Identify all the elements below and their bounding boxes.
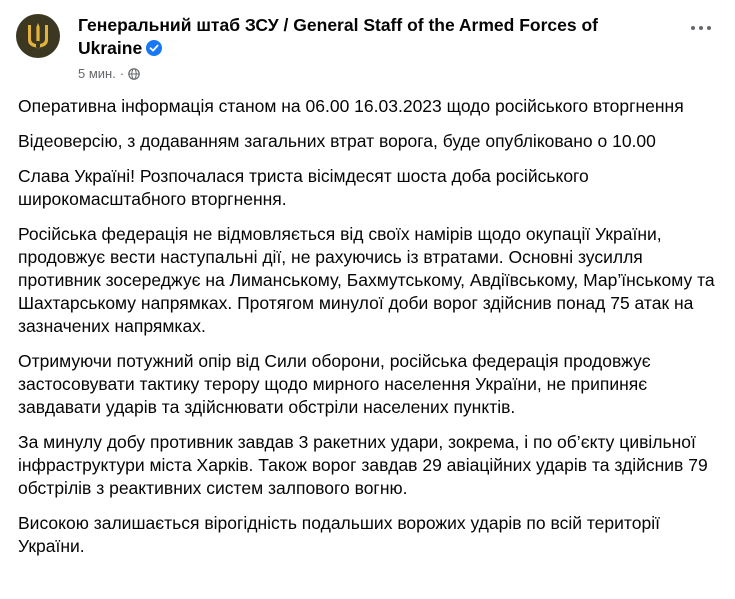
verified-badge-icon [146, 40, 162, 56]
post-meta [78, 66, 140, 81]
page-avatar[interactable] [16, 14, 60, 58]
post-body [18, 95, 723, 570]
post-paragraph: Оперативна інформація станом на 06.00 16.03.2023 щодо російського вторгнення [18, 96, 684, 116]
post-header [16, 12, 719, 86]
post-timestamp[interactable]: 5 мин. [78, 66, 116, 81]
dot-icon [707, 26, 711, 30]
post-paragraph: За минулу добу противник завдав 3 ракетних удари, зокрема, і по об’єкту цивільної інфраструктури міста Харків. Також ворог завдав 29 авіаційних ударів та здійснив 79 обстрілів з реактивних систем залпового вогню. [18, 432, 708, 498]
post-paragraph: Відеоверсію, з додаванням загальних втрат ворога, буде опубліковано о 10.00 [18, 131, 656, 151]
separator-dot: · [119, 66, 125, 81]
page-name-link[interactable] [78, 14, 638, 60]
post-paragraph: Слава Україні! Розпочалася триста вісімдесят шоста доба російського широкомасштабного вторгнення. [18, 166, 589, 209]
page-name: Генеральний штаб ЗСУ / General Staff of the Armed Forces of Ukraine [78, 15, 598, 58]
post-paragraph: Російська федерація не відмовляється від своїх намірів щодо окупації України, продовжує вести наступальні дії, не рахуючись із втратами. Основні зусилля противник зосереджує на Лиманському, Бахмутському, Авдіївському, Мар’їнському та Шахтарському напрямках. Протягом минулої доби ворог здійснив понад 75 атак на зазначених напрямках. [18, 224, 715, 336]
more-options-button[interactable] [691, 26, 711, 30]
dot-icon [691, 26, 695, 30]
dot-icon [699, 26, 703, 30]
post-paragraph: Отримуючи потужний опір від Сили оборони, російська федерація продовжує застосовувати тактику терору щодо мирного населення України, не припиняє завдавати ударів та здійснювати обстріли населених пунктів. [18, 351, 651, 417]
globe-icon[interactable] [128, 68, 140, 80]
trident-emblem-icon [25, 21, 51, 51]
post-paragraph: Високою залишається вірогідність подальших ворожих ударів по всій території України. [18, 513, 660, 556]
